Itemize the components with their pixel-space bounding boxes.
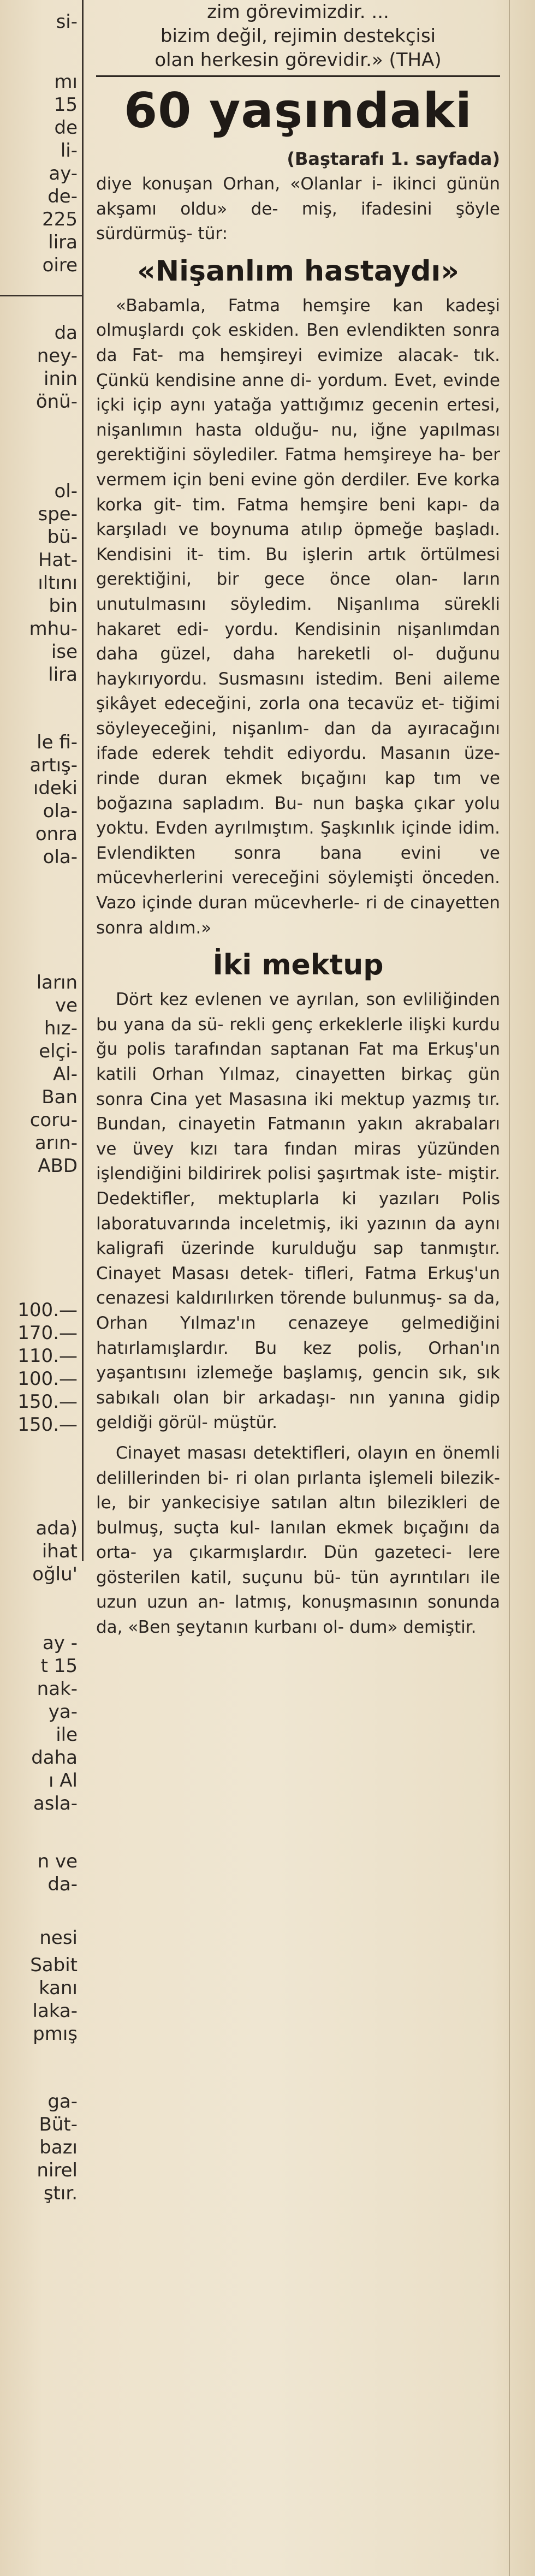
column-fragment-text: ştır.	[43, 2182, 78, 2204]
column-fragment-text: 150.—	[17, 1391, 78, 1413]
column-fragment-text: ihat	[41, 1540, 78, 1562]
previous-article-line: olan herkesin görevidir.» (THA)	[154, 49, 442, 71]
column-fragment-text: ay-	[49, 163, 78, 185]
continuation-note: (Baştarafı 1. sayfada)	[287, 148, 500, 169]
column-fragment-text: ile	[56, 1724, 78, 1746]
column-fragment-text: oğlu'	[32, 1563, 78, 1585]
column-fragment-text: 110.—	[17, 1345, 78, 1367]
column-fragment-text: onra	[35, 823, 78, 845]
column-fragment-text: ada)	[35, 1518, 78, 1539]
subheading-two-letters: İki mektup	[212, 949, 384, 982]
previous-article-line: bizim değil, rejimin destekçisi	[160, 25, 436, 47]
column-fragment-text: artış-	[29, 754, 78, 776]
column-fragment-text: mı	[54, 71, 78, 93]
column-fragment-text: pmış	[33, 2023, 78, 2045]
column-fragment-text: önü-	[35, 391, 78, 413]
column-fragment-text: bin	[49, 595, 78, 617]
column-fragment-text: Ban	[41, 1086, 78, 1108]
column-fragment-text: kanı	[39, 1977, 78, 1999]
column-fragment-text: arın-	[34, 1132, 78, 1154]
column-fragment-text: bazı	[39, 2137, 78, 2158]
column-fragment-text: nirel	[37, 2159, 78, 2181]
column-fragment-text: ola-	[43, 800, 78, 822]
column-fragment-text: 100.—	[17, 1299, 78, 1321]
column-fragment-text: ise	[51, 641, 78, 663]
column-fragment-text: da-	[47, 1873, 78, 1895]
column-fragment-text: da	[54, 322, 78, 344]
column-fragment-text: mhu-	[29, 618, 78, 640]
column-fragment-text: Al-	[53, 1063, 78, 1085]
column-fragment-text: Sabit	[30, 1954, 78, 1976]
column-fragment-text: ı Al	[49, 1770, 78, 1792]
column-fragment-text: t 15	[40, 1655, 78, 1677]
column-fragment-text: Hat-	[38, 549, 78, 571]
body-paragraph-confession: «Babamla, Fatma hemşire kan kadeşi olmuşlardı çok eskiden. Ben evlendikten sonra da Fat- ma hemşireyi evimize alacak- tık. Çünkü kendisine anne di- yordum. Evet, evinde içki içip aynı yatağa yattığımız gecenin ertesi, nişanlımın hasta olduğu- nu, iğne yapılması gerektiğini söylediler. Fatma hemşireye ha- ber vermem için beni evine gön derdiler. Eve korka korka git- tim. Fatma hemşire beni kapı- da karşıladı ve boynuma atılıp öpmeğe başladı. Kendisini it- tim. Bu işlerin artık örtülmesi gerektiğini, bir gece önce olan- ların unutulmasını söyledim. Nişanlıma sürekli hakaret edi- yordu. Kendisinin nişanlımdan daha güzel, daha hareketli ol- duğunu haykırıyordu. Susmasını istedim. Beni aileme şikâyet edeceğini, zorla ona tecavüz et- tiğimi söyleyeceğini, nişanlım- dan da ayıracağını ifade ederek tehdit ediyordu. Masanın üze- rinde duran ekmek bıçağını kap tım ve boğazına sapladım. Bu- nun başka çıkar yolu yoktu. Evden ayrılmıştım. Şaşkınlık içinde idim. Evlendikten sonra bana evini ve mücevherlerini vereceğini söylemişti önceden. Vazo içinde duran mücevherle- ri de cinayetten sonra aldım.»	[96, 295, 500, 938]
column-fragment-text: le fi-	[37, 731, 78, 753]
column-fragment-text: inin	[44, 368, 78, 390]
previous-article-line: zim görevimizdir. ...	[207, 1, 389, 23]
column-fragment-text: spe-	[38, 503, 78, 525]
previous-article-tail	[96, 0, 500, 72]
body-paragraph-evidence: Cinayet masası detektifleri, olayın en önemli delillerinden bi- ri olan pırlanta işlemeli bilezik- le, bir yankecisiye satılan altın bilezikleri de bulmuş, suçta kul- lanılan ekmek bıçağını da orta- ya çıkarmışlardır. Dün gazeteci- lere gösterilen katil, suçunu bü- tün ayrıntıları ile uzun uzun an- latmış, konuşmasının sonunda da, «Ben şeytanın kurbanı ol- dum» demiştir.	[96, 1443, 500, 1638]
column-fragment-text: ların	[36, 972, 78, 993]
column-fragment-text: ıdeki	[33, 777, 78, 799]
article-headline: 60 yaşındaki	[123, 82, 473, 139]
column-fragment-text: de-	[47, 186, 78, 207]
adjacent-column-fragments	[0, 0, 82, 2576]
column-divider-left	[82, 0, 84, 1561]
column-fragment-text: nesi	[39, 1927, 78, 1949]
column-fragment-text: elçi-	[39, 1040, 78, 1062]
column-fragment-text: ıltını	[38, 572, 78, 594]
column-fragment-text: ola-	[43, 846, 78, 868]
column-fragment-text: daha	[31, 1747, 78, 1769]
body-paragraph-letters: Dört kez evlenen ve ayrılan, son evliliğinden bu yana da sü- rekli genç erkeklerle ilişki kurdu ğu polis tarafından saptanan Fat ma Erkuş'un katili Orhan Yılmaz, cinayetten birkaç gün sonra Cina yet Masasına iki mektup yazmış tır. Bundan, cinayetin Fatmanın yakın akrabaları ve üvey kızı tara fından miras yüzünden işlendiğini bildirirek polisi şaşırtmak iste- miştir. Dedektifler, mektuplarla ki yazıları Polis laboratuvarında inceletmiş, iki yazının da aynı kaligrafi üzerinde kurulduğu sap tanmıştır. Cinayet Masası detek- tifleri, Fatma Erkuş'un cenazesi kaldırılırken törende bulunmuş- sa da, Orhan Yılmaz'ın cenazeye gelmediğini hatırlamışlardır. Bu kez polis, Orhan'ın yaşantısını izlemeğe başlamış, gencin sık, sık sabıkalı olan bir arkadaşı- nın yanına gidip geldiği görül- müştür.	[96, 990, 500, 1433]
column-fragment-text: asla-	[33, 1793, 78, 1814]
column-fragment-text: 150.—	[17, 1414, 78, 1436]
intro-paragraph: diye konuşan Orhan, «Olanlar i- ikinci günün akşamı oldu» de- miş, ifadesini şöyle sürdürmüş- tür:	[96, 174, 500, 244]
column-fragment-text: n ve	[37, 1851, 78, 1872]
column-fragment-text: 225	[42, 209, 78, 230]
column-fragment-text: coru-	[29, 1109, 78, 1131]
subheading-fiancee: «Nişanlım hastaydı»	[137, 254, 459, 288]
column-fragment-text: Büt-	[39, 2114, 78, 2135]
column-fragment-text: ya-	[48, 1701, 78, 1723]
column-fragment-text: ay -	[42, 1632, 78, 1654]
column-fragment-text: hız-	[44, 1018, 78, 1039]
column-fragment-text: nak-	[37, 1678, 78, 1700]
column-fragment-text: oire	[42, 254, 78, 276]
column-fragment-text: laka-	[32, 2000, 78, 2022]
column-fragment-text: ABD	[38, 1155, 78, 1177]
column-fragment-text: ga-	[47, 2091, 78, 2113]
column-fragment-text: ney-	[37, 345, 78, 367]
column-fragment-text: li-	[60, 140, 78, 162]
article-separator	[96, 75, 500, 77]
column-fragment-text: ol-	[54, 480, 78, 502]
column-fragment-text: de	[54, 117, 78, 139]
column-fragment-text: 170.—	[17, 1322, 78, 1344]
column-fragment-text: 15	[54, 94, 78, 116]
left-column-rule	[0, 295, 83, 296]
column-fragment-text: 100.—	[17, 1368, 78, 1390]
column-fragment-text: ve	[55, 995, 78, 1016]
column-fragment-text: lira	[48, 231, 78, 253]
column-fragment-text: bü-	[47, 526, 78, 548]
article	[96, 0, 500, 1640]
column-divider-right	[509, 0, 510, 2576]
column-fragment-text: si-	[56, 11, 78, 33]
column-fragment-text: lira	[48, 664, 78, 686]
